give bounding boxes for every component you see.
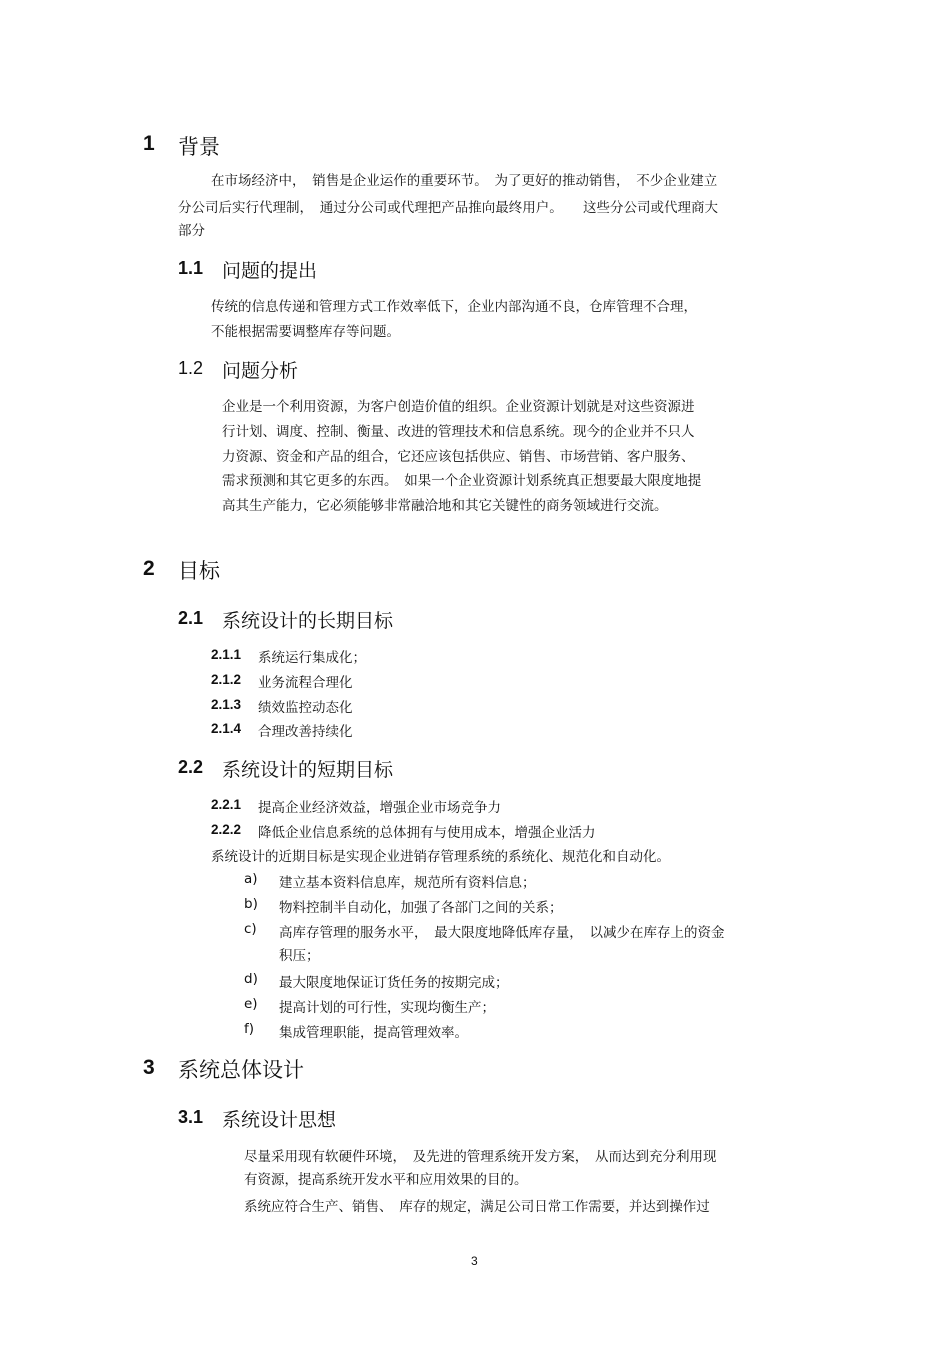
section-3-1-para-line: 尽量采用现有软硬件环境， 及先进的管理系统开发方案， 从而达到充分利用现 xyxy=(244,1149,717,1165)
section-3-title: 系统总体设计 xyxy=(178,1058,304,1082)
section-1-number: 1 xyxy=(143,132,155,155)
section-1-para-line: 分公司后实行代理制， 通过分公司或代理把产品推向最终用户。 这些分公司或代理商大 xyxy=(178,200,718,216)
list-label: f) xyxy=(244,1021,255,1037)
section-1-2-para-line: 行计划、调度、控制、衡量、改进的管理技术和信息系统。现今的企业并不只人 xyxy=(222,424,695,440)
section-1-1-para-line: 不能根据需要调整库存等问题。 xyxy=(211,324,400,340)
page-number: 3 xyxy=(471,1254,478,1268)
section-2-number: 2 xyxy=(143,557,155,580)
section-1-para-line: 在市场经济中， 销售是企业运作的重要环节。 为了更好的推动销售， 不少企业建立 xyxy=(211,173,718,189)
section-2-title: 目标 xyxy=(178,559,220,583)
item-number: 2.1.1 xyxy=(211,647,242,662)
list-item-text: 最大限度地保证订货任务的按期完成； xyxy=(279,975,509,991)
list-label: d) xyxy=(244,971,258,987)
item-text: 业务流程合理化 xyxy=(258,675,353,691)
item-text: 合理改善持续化 xyxy=(258,724,353,740)
list-item-text: 建立基本资料信息库，规范所有资料信息； xyxy=(279,875,536,891)
section-2-1-title: 系统设计的长期目标 xyxy=(222,610,394,632)
section-3-1-number: 3.1 xyxy=(178,1107,204,1127)
section-3-number: 3 xyxy=(143,1056,155,1079)
section-2-2-intro: 系统设计的近期目标是实现企业进销存管理系统的系统化、规范化和自动化。 xyxy=(211,849,670,865)
list-item-text: 积压； xyxy=(279,948,320,964)
item-number: 2.1.4 xyxy=(211,721,242,736)
list-label: b) xyxy=(244,896,258,912)
section-1-1-title: 问题的提出 xyxy=(222,260,318,282)
section-3-1-para-line: 有资源，提高系统开发水平和应用效果的目的。 xyxy=(244,1172,528,1188)
section-1-2-title: 问题分析 xyxy=(222,360,299,382)
section-1-1-number: 1.1 xyxy=(178,258,204,278)
list-item-text: 集成管理职能，提高管理效率。 xyxy=(279,1025,468,1041)
section-1-para-line: 部分 xyxy=(178,223,205,239)
item-number: 2.1.2 xyxy=(211,672,242,687)
item-text: 提高企业经济效益，增强企业市场竞争力 xyxy=(258,800,501,816)
section-3-1-para-line: 系统应符合生产、销售、 库存的规定，满足公司日常工作需要，并达到操作过 xyxy=(244,1199,710,1215)
section-3-1-title: 系统设计思想 xyxy=(222,1109,337,1131)
section-1-2-para-line: 企业是一个利用资源，为客户创造价值的组织。企业资源计划就是对这些资源进 xyxy=(222,399,695,415)
item-number: 2.2.1 xyxy=(211,797,242,812)
section-2-2-number: 2.2 xyxy=(178,757,204,777)
list-item-text: 物料控制半自动化，加强了各部门之间的关系； xyxy=(279,900,563,916)
item-number: 2.2.2 xyxy=(211,822,242,837)
item-number: 2.1.3 xyxy=(211,697,242,712)
section-1-2-para-line: 高其生产能力，它必须能够非常融洽地和其它关键性的商务领域进行交流。 xyxy=(222,498,668,514)
section-1-1-para-line: 传统的信息传递和管理方式工作效率低下，企业内部沟通不良，仓库管理不合理， xyxy=(211,299,697,315)
section-1-2-number: 1.2 xyxy=(178,358,204,378)
item-text: 降低企业信息系统的总体拥有与使用成本，增强企业活力 xyxy=(258,825,596,841)
list-label: c) xyxy=(244,921,257,937)
list-label: a) xyxy=(244,871,258,887)
list-item-text: 高库存管理的服务水平， 最大限度地降低库存量， 以减少在库存上的资金 xyxy=(279,925,725,941)
section-1-2-para-line: 需求预测和其它更多的东西。 如果一个企业资源计划系统真正想要最大限度地提 xyxy=(222,473,702,489)
item-text: 绩效监控动态化 xyxy=(258,700,353,716)
section-2-1-number: 2.1 xyxy=(178,608,204,628)
section-1-title: 背景 xyxy=(178,135,220,159)
list-label: e) xyxy=(244,996,258,1012)
section-1-2-para-line: 力资源、资金和产品的组合，它还应该包括供应、销售、市场营销、客户服务、 xyxy=(222,449,695,465)
item-text: 系统运行集成化； xyxy=(258,650,366,666)
section-2-2-title: 系统设计的短期目标 xyxy=(222,759,394,781)
list-item-text: 提高计划的可行性，实现均衡生产； xyxy=(279,1000,495,1016)
